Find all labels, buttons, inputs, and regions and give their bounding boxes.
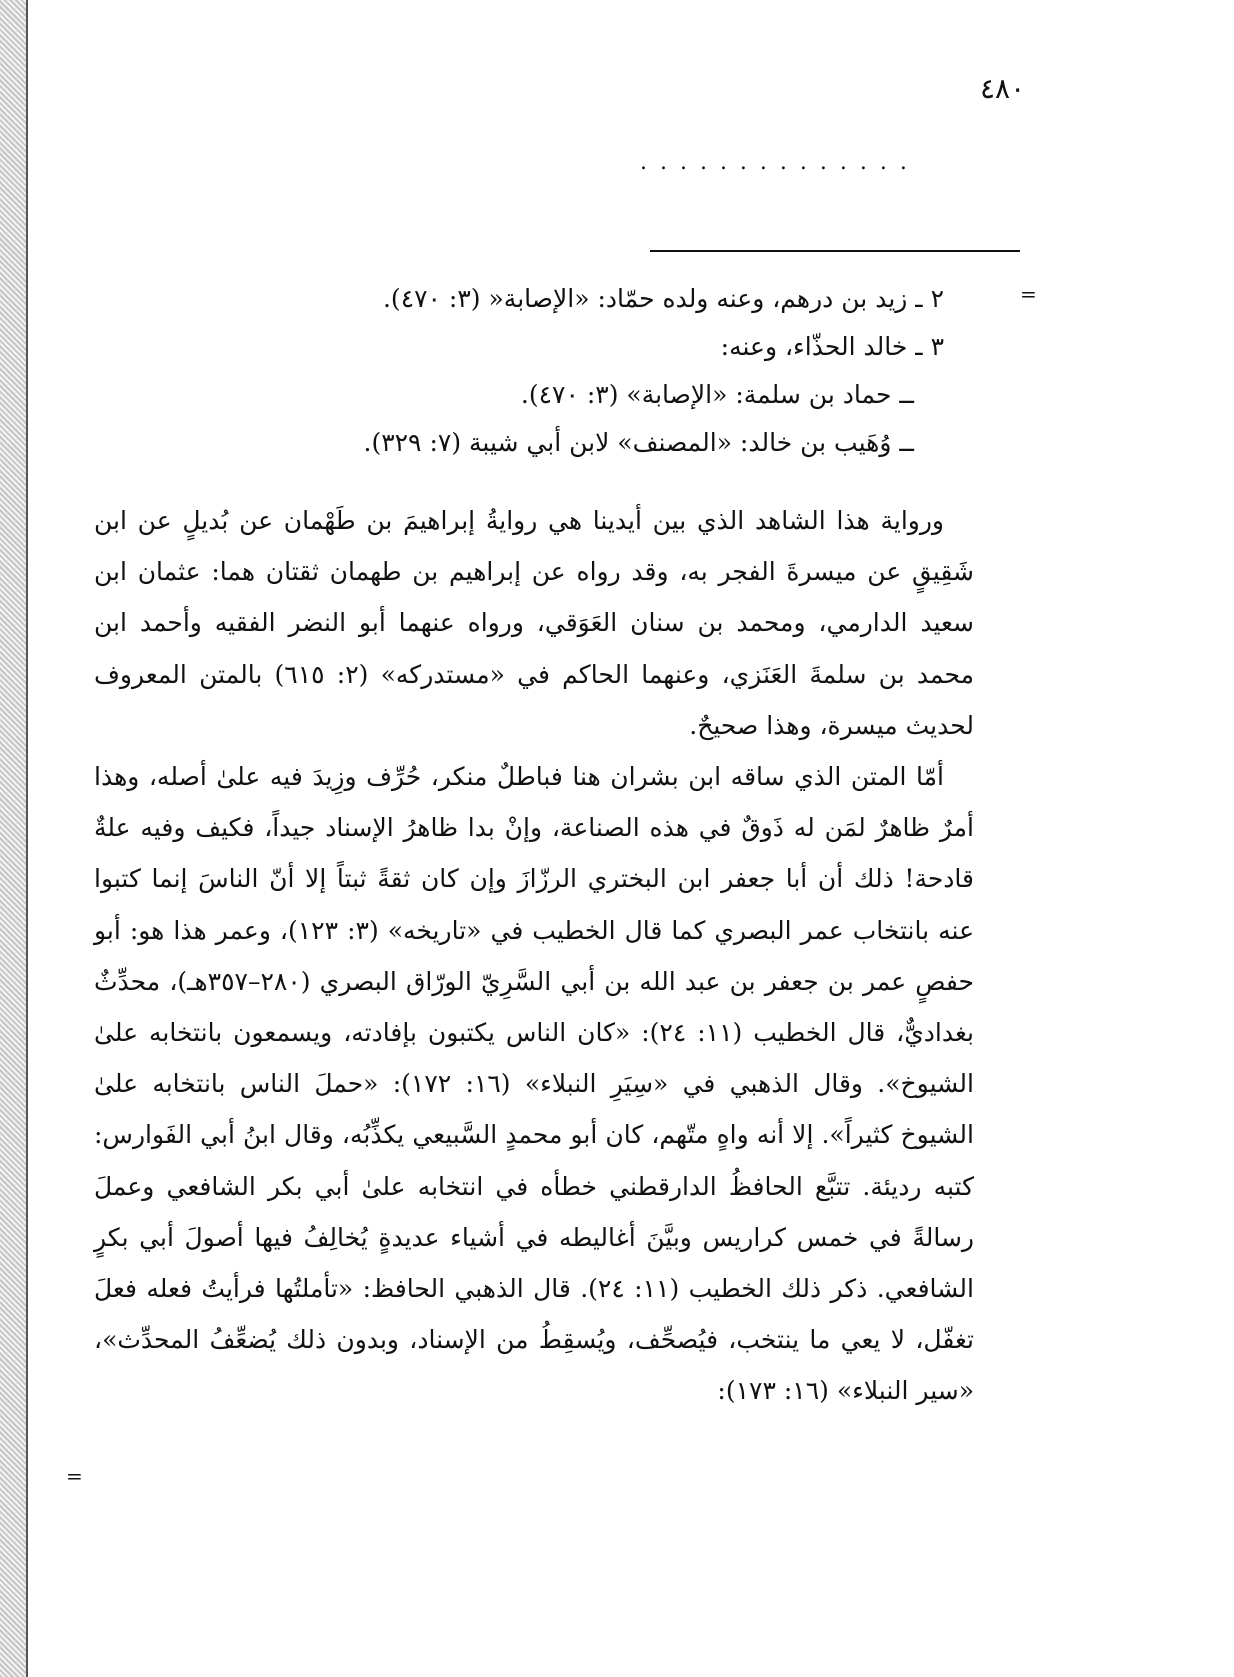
footnote-line: ٢ ـ زيد بن درهم، وعنه ولده حمّاد: «الإصابة« (٣: ٤٧٠). (382, 284, 944, 313)
scan-edge-line (26, 0, 28, 1677)
footnotes (184, 275, 944, 467)
footnote-line: ٣ ـ خالد الحذّاء، وعنه: (720, 332, 944, 361)
footnote-rule (650, 250, 1020, 252)
paragraph: ورواية هذا الشاهد الذي بين أيدينا هي روايةُ إبراهيمَ بن طَهْمان عن بُديلٍ عن ابن شَقِيقٍ عن ميسرةَ الفجر به، وقد رواه عن إبراهيم بن طهمان ثقتان هما: عثمان ابن سعيد الدارمي، ومحمد بن سنان العَوَقي، ورواه عنهما أبو النضر الفقيه وأحمد ابن محمد بن سلمةَ العَنَزي، وعنهما الحاكم في «مستدركه» (٢: ٦١٥) بالمتن المعروف لحديث ميسرة، وهذا صحيحٌ. (94, 506, 974, 740)
separator-dots: . . . . . . . . . . . . . . (640, 150, 910, 175)
footnote-line: ــ وُهَيب بن خالد: «المصنف» لابن أبي شيبة (٧: ٣٢٩). (363, 428, 914, 457)
paragraph: أمّا المتن الذي ساقه ابن بشران هنا فباطلٌ منكر، حُرِّف وزِيدَ فيه علىٰ أصله، وهذا أمرٌ ظاهرٌ لمَن له ذَوقٌ في هذه الصناعة، وإنْ بدا ظاهرُ الإسناد جيداً، فكيف وفيه علةٌ قادحة! ذلك أن أبا جعفر ابن البختري الرزّازَ وإن كان ثقةً ثبتاً إلا أنّ الناسَ إنما كتبوا عنه بانتخاب عمر البصري كما قال الخطيب في «تاريخه» (٣: ١٢٣)، وعمر هذا هو: أبو حفصٍ عمر بن جعفر بن عبد الله بن أبي السَّرِيّ الورّاق البصري (٢٨٠–٣٥٧هـ)، محدِّثٌ بغداديٌّ، قال الخطيب (١١: ٢٤): «كان الناس يكتبون بإفادته، ويسمعون بانتخابه علىٰ الشيوخ». وقال الذهبي في «سِيَرِ النبلاء» (١٦: ١٧٢): «حملَ الناس بانتخابه علىٰ الشيوخ كثيراً». إلا أنه واهٍ متّهم، كان أبو محمدٍ السَّبيعي يكذِّبُه، وقال ابنُ أبي الفَوارس: كتبه رديئة. تتبَّع الحافظُ الدارقطني خطأه في انتخابه علىٰ أبي بكر الشافعي وعملَ رسالةً في خمس كراريس وبيَّنَ أغاليطه في أشياء عديدةٍ يُخالِفُ فيها أصولَ أبي بكرٍ الشافعي. ذكر ذلك الخطيب (١١: ٢٤). قال الذهبي الحافظ: «تأملتُها فرأيتُ فعله فعلَ تغفّل، لا يعي ما ينتخب، فيُصحِّف، ويُسقِطُ من الإسناد، وبدون ذلك يُضعِّفُ المحدِّث»، «سير النبلاء» (١٦: ١٧٣): (94, 762, 975, 1406)
continuation-mark-bottom: = (66, 1464, 83, 1488)
page-number: ٤٨٠ (980, 72, 1026, 105)
scan-edge-shadow (0, 0, 26, 1677)
main-text (94, 495, 974, 1417)
footnote-line: ــ حماد بن سلمة: «الإصابة» (٣: ٤٧٠). (520, 380, 914, 409)
continuation-mark-top: = (1020, 282, 1037, 306)
